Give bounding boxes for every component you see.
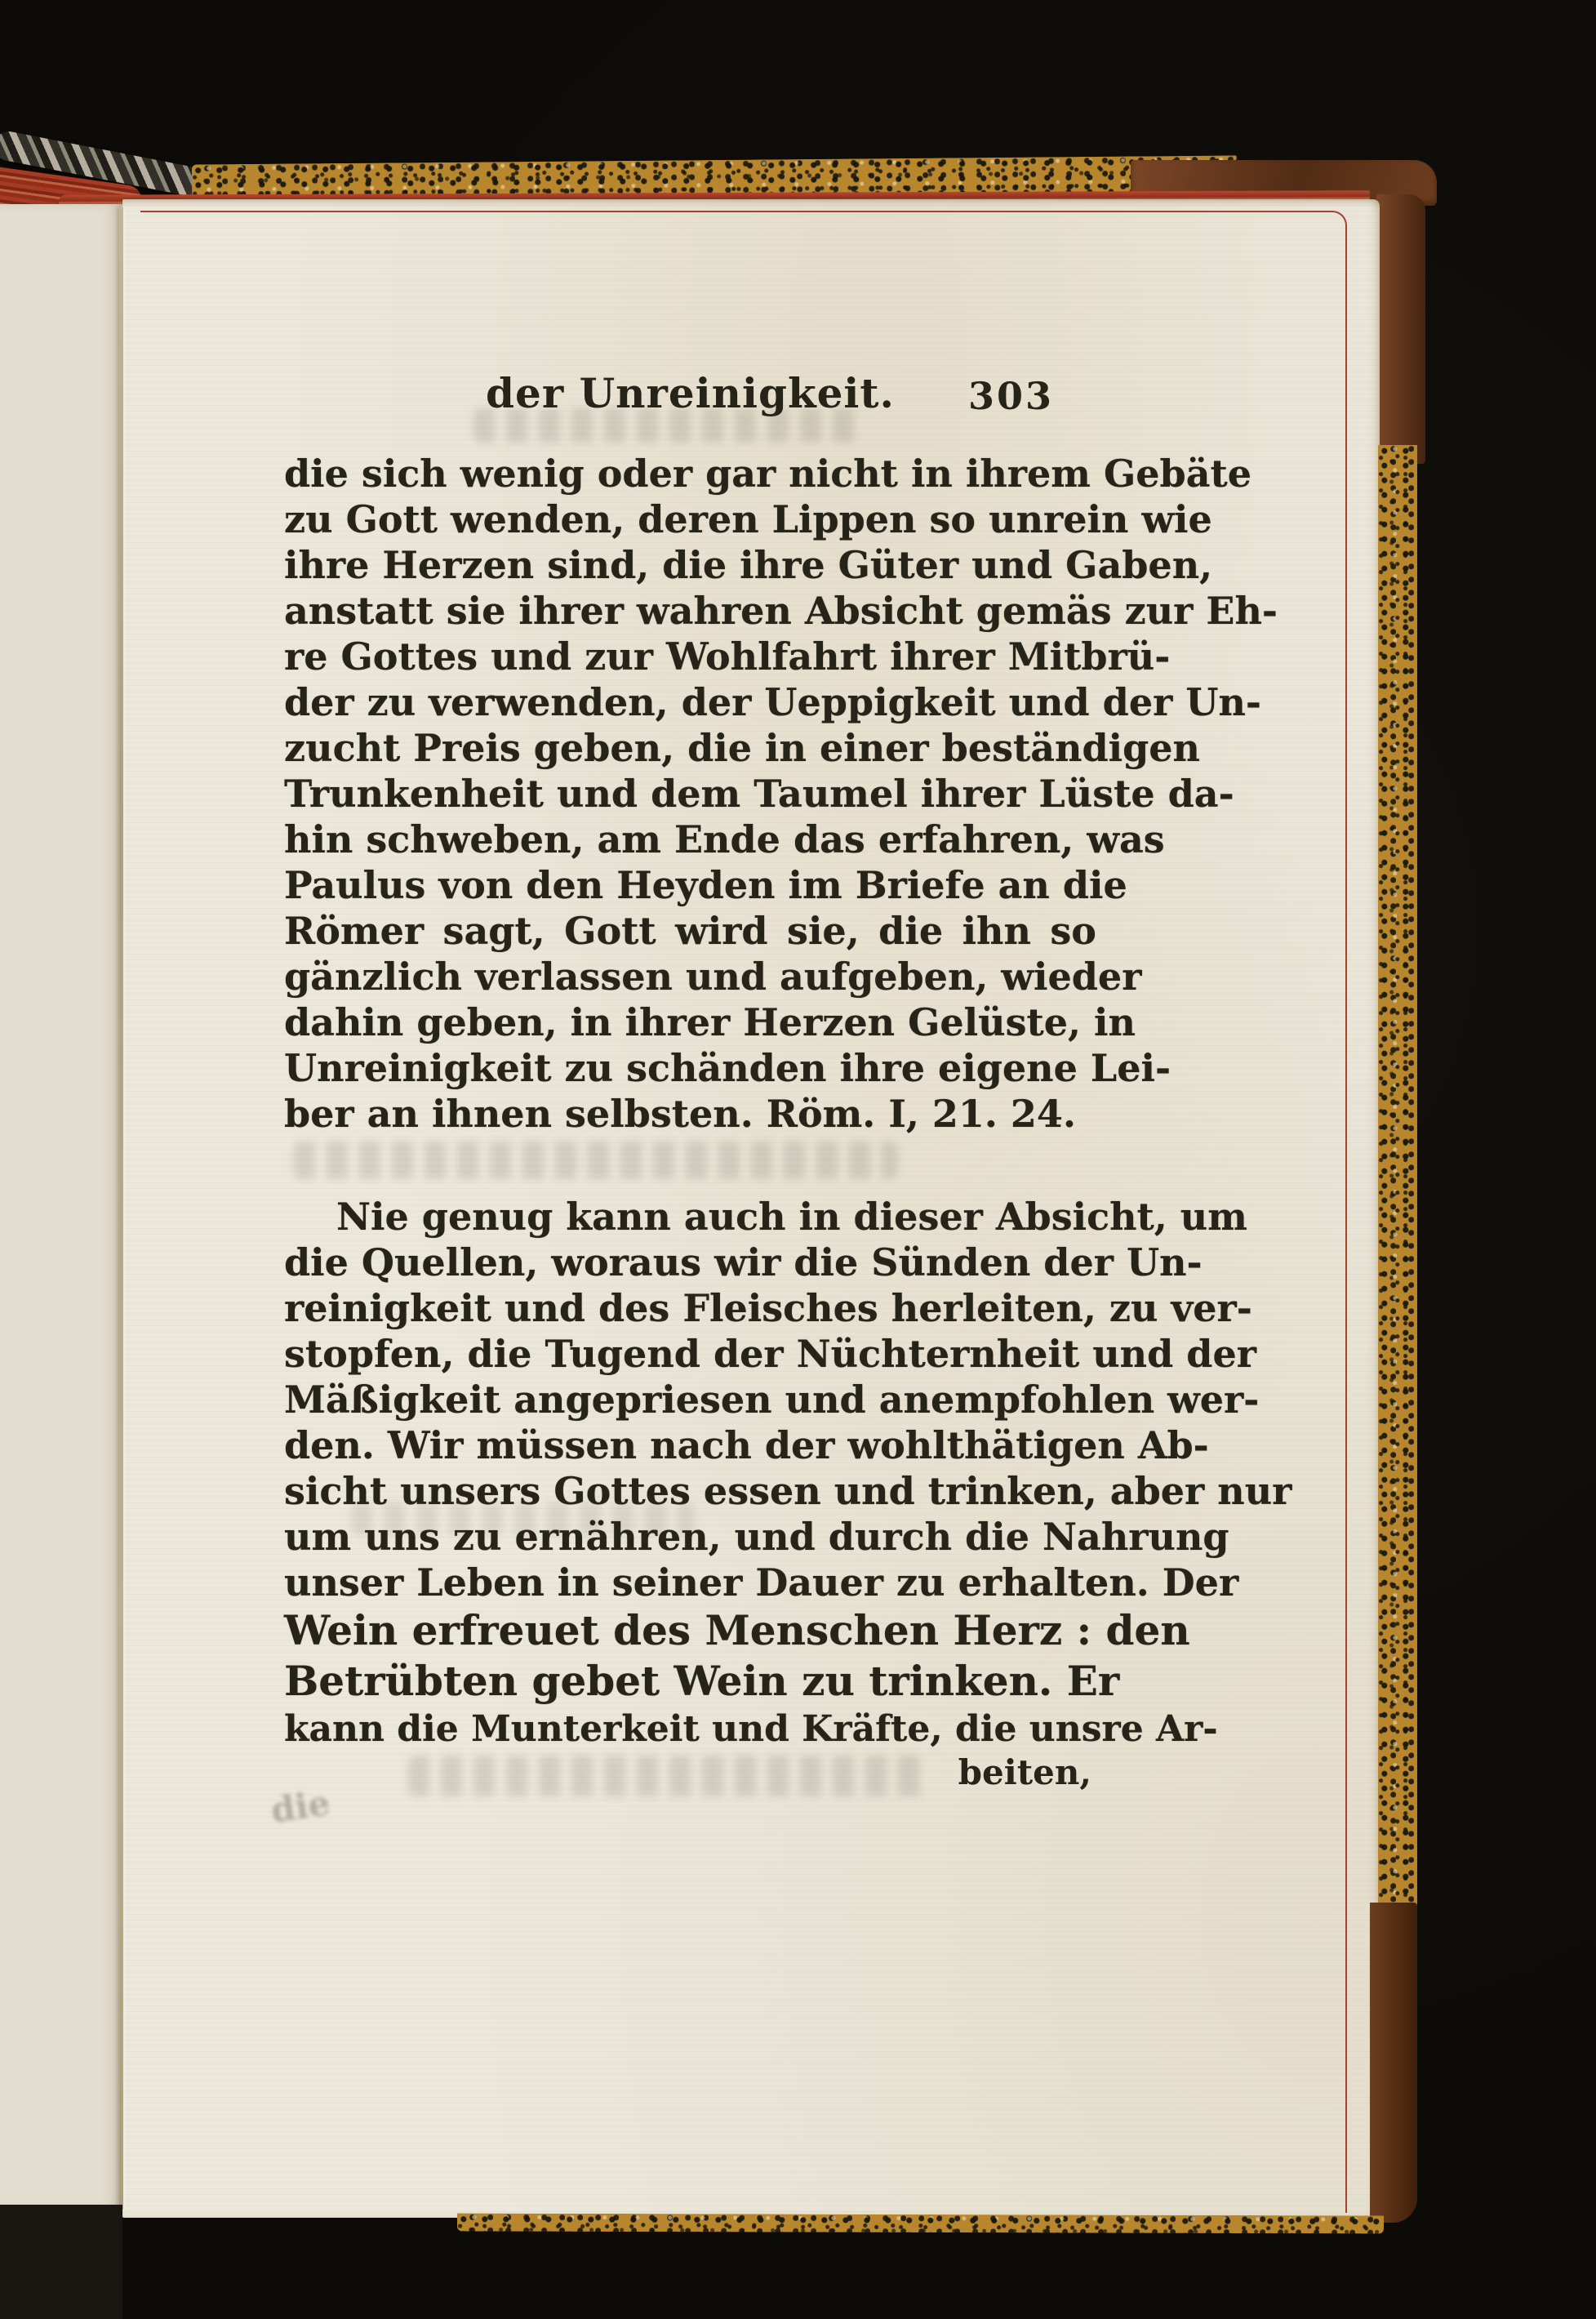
marbled-bottom-edge bbox=[457, 2214, 1384, 2234]
text-line: ihre Herzen sind, die ihre Güter und Gaben, bbox=[284, 543, 1213, 587]
paragraph bbox=[284, 1194, 1292, 1752]
text-line: Römer sagt, Gott wird sie, die ihn so bbox=[284, 909, 1096, 953]
text-line: zu Gott wenden, deren Lippen so unrein wie bbox=[284, 497, 1212, 541]
text-line: Trunkenheit und dem Taumel ihrer Lüste da- bbox=[284, 772, 1234, 816]
text-line: der zu verwenden, der Ueppigkeit und der Un- bbox=[284, 680, 1262, 724]
text-line: unser Leben in seiner Dauer zu erhalten. Der bbox=[284, 1560, 1239, 1605]
text-line: reinigkeit und des Fleisches herleiten, zu ver- bbox=[284, 1286, 1252, 1330]
text-line: um uns zu ernähren, und durch die Nahrung bbox=[284, 1515, 1229, 1559]
text-line: anstatt sie ihrer wahren Absicht gemäs zur Eh- bbox=[284, 589, 1278, 633]
leather-fore-edge-upper bbox=[1376, 194, 1425, 464]
showthrough-word: die bbox=[268, 1783, 333, 1831]
facing-page-sliver bbox=[0, 204, 124, 2210]
text-line: hin schweben, am Ende das erfahren, was bbox=[284, 817, 1165, 861]
text-line: Betrübten gebet Wein zu trinken. Er bbox=[284, 1657, 1120, 1705]
text-line: re Gottes und zur Wohlfahrt ihrer Mitbrü- bbox=[284, 634, 1171, 679]
text-line: gänzlich verlassen und aufgeben, wieder bbox=[284, 955, 1142, 999]
text-line: Wein erfreuet des Menschen Herz : den bbox=[284, 1606, 1190, 1654]
text-line: den. Wir müssen nach der wohlthätigen Ab- bbox=[284, 1423, 1209, 1467]
text-block bbox=[284, 359, 1292, 1829]
cover-board-shadow bbox=[0, 2205, 122, 2319]
gutter-crease bbox=[119, 207, 123, 2210]
text-line: stopfen, die Tugend der Nüchternheit und der bbox=[284, 1332, 1256, 1376]
text-line: ber an ihnen selbsten. Röm. I, 21. 24. bbox=[284, 1092, 1076, 1136]
text-line: sicht unsers Gottes essen und trinken, aber nur bbox=[284, 1469, 1292, 1513]
paragraph bbox=[284, 451, 1278, 1137]
leather-bottom-corner bbox=[1370, 1903, 1417, 2223]
page-number: 303 bbox=[967, 374, 1054, 418]
text-line: die Quellen, woraus wir die Sünden der Un- bbox=[284, 1240, 1203, 1284]
catchword: beiten, bbox=[958, 1752, 1091, 1792]
text-line: Mäßigkeit angepriesen und anempfohlen wer- bbox=[284, 1378, 1260, 1422]
text-line: Paulus von den Heyden im Briefe an die bbox=[284, 863, 1127, 907]
text-line: die sich wenig oder gar nicht in ihrem Gebäte bbox=[284, 452, 1252, 496]
text-line: dahin geben, in ihrer Herzen Gelüste, in bbox=[284, 1000, 1136, 1044]
text-line: Unreinigkeit zu schänden ihre eigene Lei- bbox=[284, 1046, 1171, 1090]
text-line: Nie genug kann auch in dieser Absicht, um bbox=[336, 1195, 1247, 1239]
marbled-fore-edge bbox=[1378, 445, 1417, 1915]
text-line: zucht Preis geben, die in einer beständigen bbox=[284, 726, 1200, 770]
running-header bbox=[284, 369, 1096, 421]
page-title: der Unreinigkeit. bbox=[486, 369, 895, 417]
text-line: kann die Munterkeit und Kräfte, die unsre Ar- bbox=[284, 1708, 1218, 1750]
